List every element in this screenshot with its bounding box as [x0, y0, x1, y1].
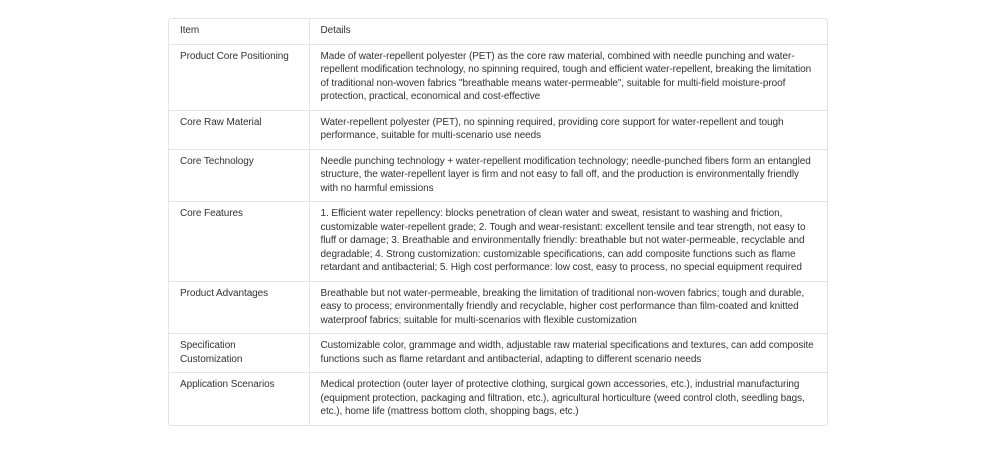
table-row	[169, 281, 827, 334]
item-cell: Core Technology	[169, 149, 309, 202]
product-spec-table-container	[168, 18, 828, 426]
table-row	[169, 373, 827, 425]
details-cell: 1. Efficient water repellency: blocks penetration of clean water and sweat, resistant to washing and friction, customizable water-repellent grade; 2. Tough and wear-resistant: excellent tensile and tear strength, not easy to fluff or damage; 3. Breathable and environmentally friendly: breathable but not water-permeable, recyclable and degradable; 4. Strong customization: customizable specifications, can add composite functions such as flame retardant and antibacterial; 5. High cost performance: low cost, easy to process, no special equipment required	[309, 202, 827, 282]
table-row	[169, 334, 827, 373]
item-cell: Core Raw Material	[169, 110, 309, 149]
item-cell: Specification Customization	[169, 334, 309, 373]
header-cell-item: Item	[169, 19, 309, 44]
details-cell: Needle punching technology + water-repellent modification technology; needle-punched fibers form an entangled structure, the water-repellent layer is firm and not easy to fall off, and the production is environmentally friendly with no harmful emissions	[309, 149, 827, 202]
table-row	[169, 44, 827, 110]
item-cell: Product Core Positioning	[180, 50, 289, 62]
table-row	[169, 110, 827, 149]
item-cell: Application Scenarios	[169, 373, 309, 425]
details-cell: Customizable color, grammage and width, adjustable raw material specifications and textures, can add composite functions such as flame retardant and antibacterial, adapting to different scenario needs	[309, 334, 827, 373]
details-cell: Medical protection (outer layer of protective clothing, surgical gown accessories, etc.), industrial manufacturing (equipment protection, packaging and filtration, etc.), agricultural horticulture (weed control cloth, seedling bags, etc.), home life (mattress bottom cloth, shopping bags, etc.)	[309, 373, 827, 425]
details-cell: Breathable but not water-permeable, breaking the limitation of traditional non-woven fabrics; tough and durable, easy to process; environmentally friendly and recyclable, higher cost performance than film-coated and knitted waterproof fabrics; suitable for multi-scenarios with flexible customization	[309, 281, 827, 334]
product-spec-table	[169, 19, 827, 425]
item-cell: Core Features	[169, 202, 309, 282]
table-header-row	[169, 19, 827, 44]
item-cell: Product Advantages	[169, 281, 309, 334]
details-cell: Water-repellent polyester (PET), no spinning required, providing core support for water-repellent and tough performance, suitable for multi-scenario use needs	[309, 110, 827, 149]
table-row	[169, 149, 827, 202]
table-row	[169, 202, 827, 282]
header-cell-details: Details	[309, 19, 827, 44]
details-cell: Made of water-repellent polyester (PET) as the core raw material, combined with needle punching and water-repellent modification technology, no spinning required, tough and efficient water-repellent, breaking the limitation of traditional non-woven fabrics "breathable means water-permeable", suitable for multi-field moisture-proof protection, practical, economical and cost-effective	[309, 44, 827, 110]
